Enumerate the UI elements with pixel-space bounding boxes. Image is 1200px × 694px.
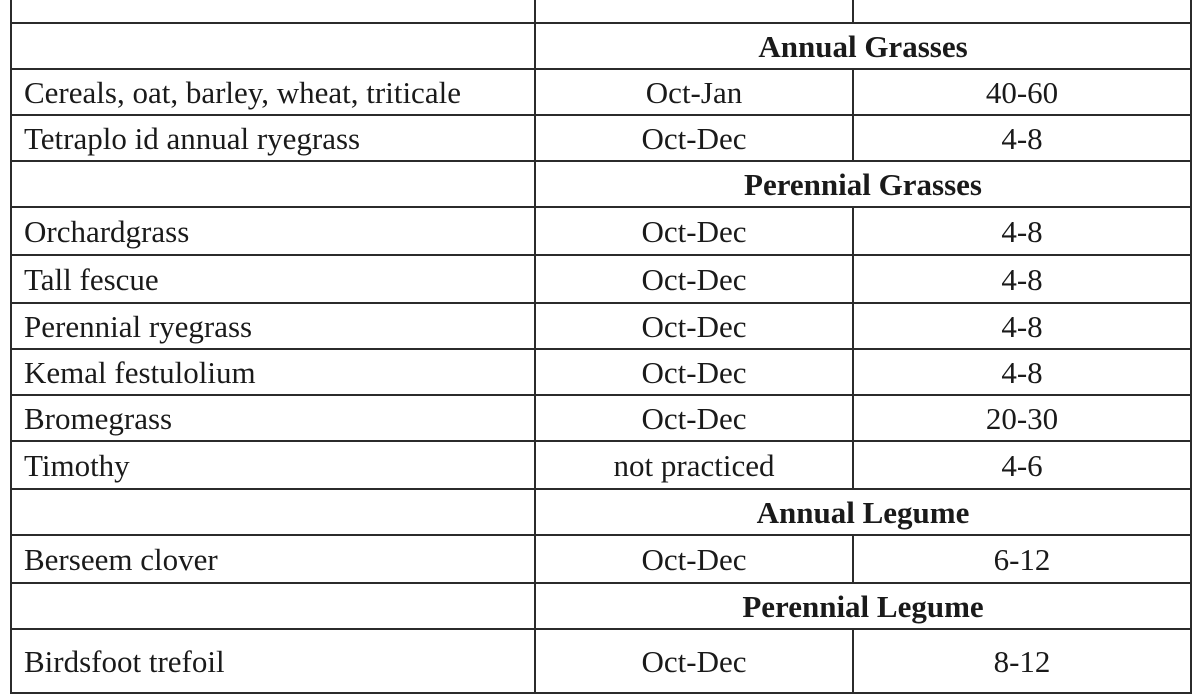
table-row: [11, 207, 1191, 255]
planting-period-cell: Oct-Dec: [535, 255, 853, 303]
seeding-table-container: [10, 0, 1190, 694]
section-row: [11, 489, 1191, 535]
table-row: [11, 349, 1191, 395]
header-row: [11, 0, 1191, 23]
seeding-rate-cell: [853, 0, 1191, 23]
species-cell: Orchardgrass: [11, 207, 535, 255]
species-cell: Perennial ryegrass: [11, 303, 535, 349]
species-cell: [11, 0, 535, 23]
section-row: [11, 161, 1191, 207]
planting-period-cell: Oct-Dec: [535, 207, 853, 255]
table-row: [11, 395, 1191, 441]
table-row: [11, 115, 1191, 161]
section-row: [11, 583, 1191, 629]
planting-period-cell: Oct-Dec: [535, 535, 853, 583]
planting-period-cell: [535, 0, 853, 23]
seeding-rate-cell: 40-60: [853, 69, 1191, 115]
seeding-table-body: [11, 0, 1191, 693]
table-row: [11, 441, 1191, 489]
species-cell: Timothy: [11, 441, 535, 489]
section-heading: Annual Grasses: [535, 23, 1191, 69]
planting-period-cell: Oct-Dec: [535, 349, 853, 395]
section-empty-cell: [11, 161, 535, 207]
section-empty-cell: [11, 489, 535, 535]
section-row: [11, 23, 1191, 69]
table-row: [11, 255, 1191, 303]
species-cell: Tall fescue: [11, 255, 535, 303]
section-empty-cell: [11, 583, 535, 629]
seeding-rate-cell: 4-8: [853, 303, 1191, 349]
seeding-table: [10, 0, 1192, 694]
table-row: [11, 629, 1191, 693]
planting-period-cell: not practiced: [535, 441, 853, 489]
table-row: [11, 303, 1191, 349]
seeding-rate-cell: 6-12: [853, 535, 1191, 583]
species-cell: Cereals, oat, barley, wheat, triticale: [11, 69, 535, 115]
section-empty-cell: [11, 23, 535, 69]
table-row: [11, 535, 1191, 583]
planting-period-cell: Oct-Dec: [535, 303, 853, 349]
planting-period-cell: Oct-Dec: [535, 629, 853, 693]
seeding-rate-cell: 4-8: [853, 207, 1191, 255]
seeding-rate-cell: 8-12: [853, 629, 1191, 693]
planting-period-cell: Oct-Dec: [535, 115, 853, 161]
section-heading: Annual Legume: [535, 489, 1191, 535]
seeding-rate-cell: 4-8: [853, 255, 1191, 303]
species-cell: Kemal festulolium: [11, 349, 535, 395]
species-cell: Berseem clover: [11, 535, 535, 583]
table-row: [11, 69, 1191, 115]
seeding-rate-cell: 4-6: [853, 441, 1191, 489]
section-heading: Perennial Legume: [535, 583, 1191, 629]
species-cell: Bromegrass: [11, 395, 535, 441]
planting-period-cell: Oct-Dec: [535, 395, 853, 441]
planting-period-cell: Oct-Jan: [535, 69, 853, 115]
section-heading: Perennial Grasses: [535, 161, 1191, 207]
species-cell: Tetraplo id annual ryegrass: [11, 115, 535, 161]
species-cell: Birdsfoot trefoil: [11, 629, 535, 693]
seeding-rate-cell: 4-8: [853, 115, 1191, 161]
seeding-rate-cell: 20-30: [853, 395, 1191, 441]
seeding-rate-cell: 4-8: [853, 349, 1191, 395]
